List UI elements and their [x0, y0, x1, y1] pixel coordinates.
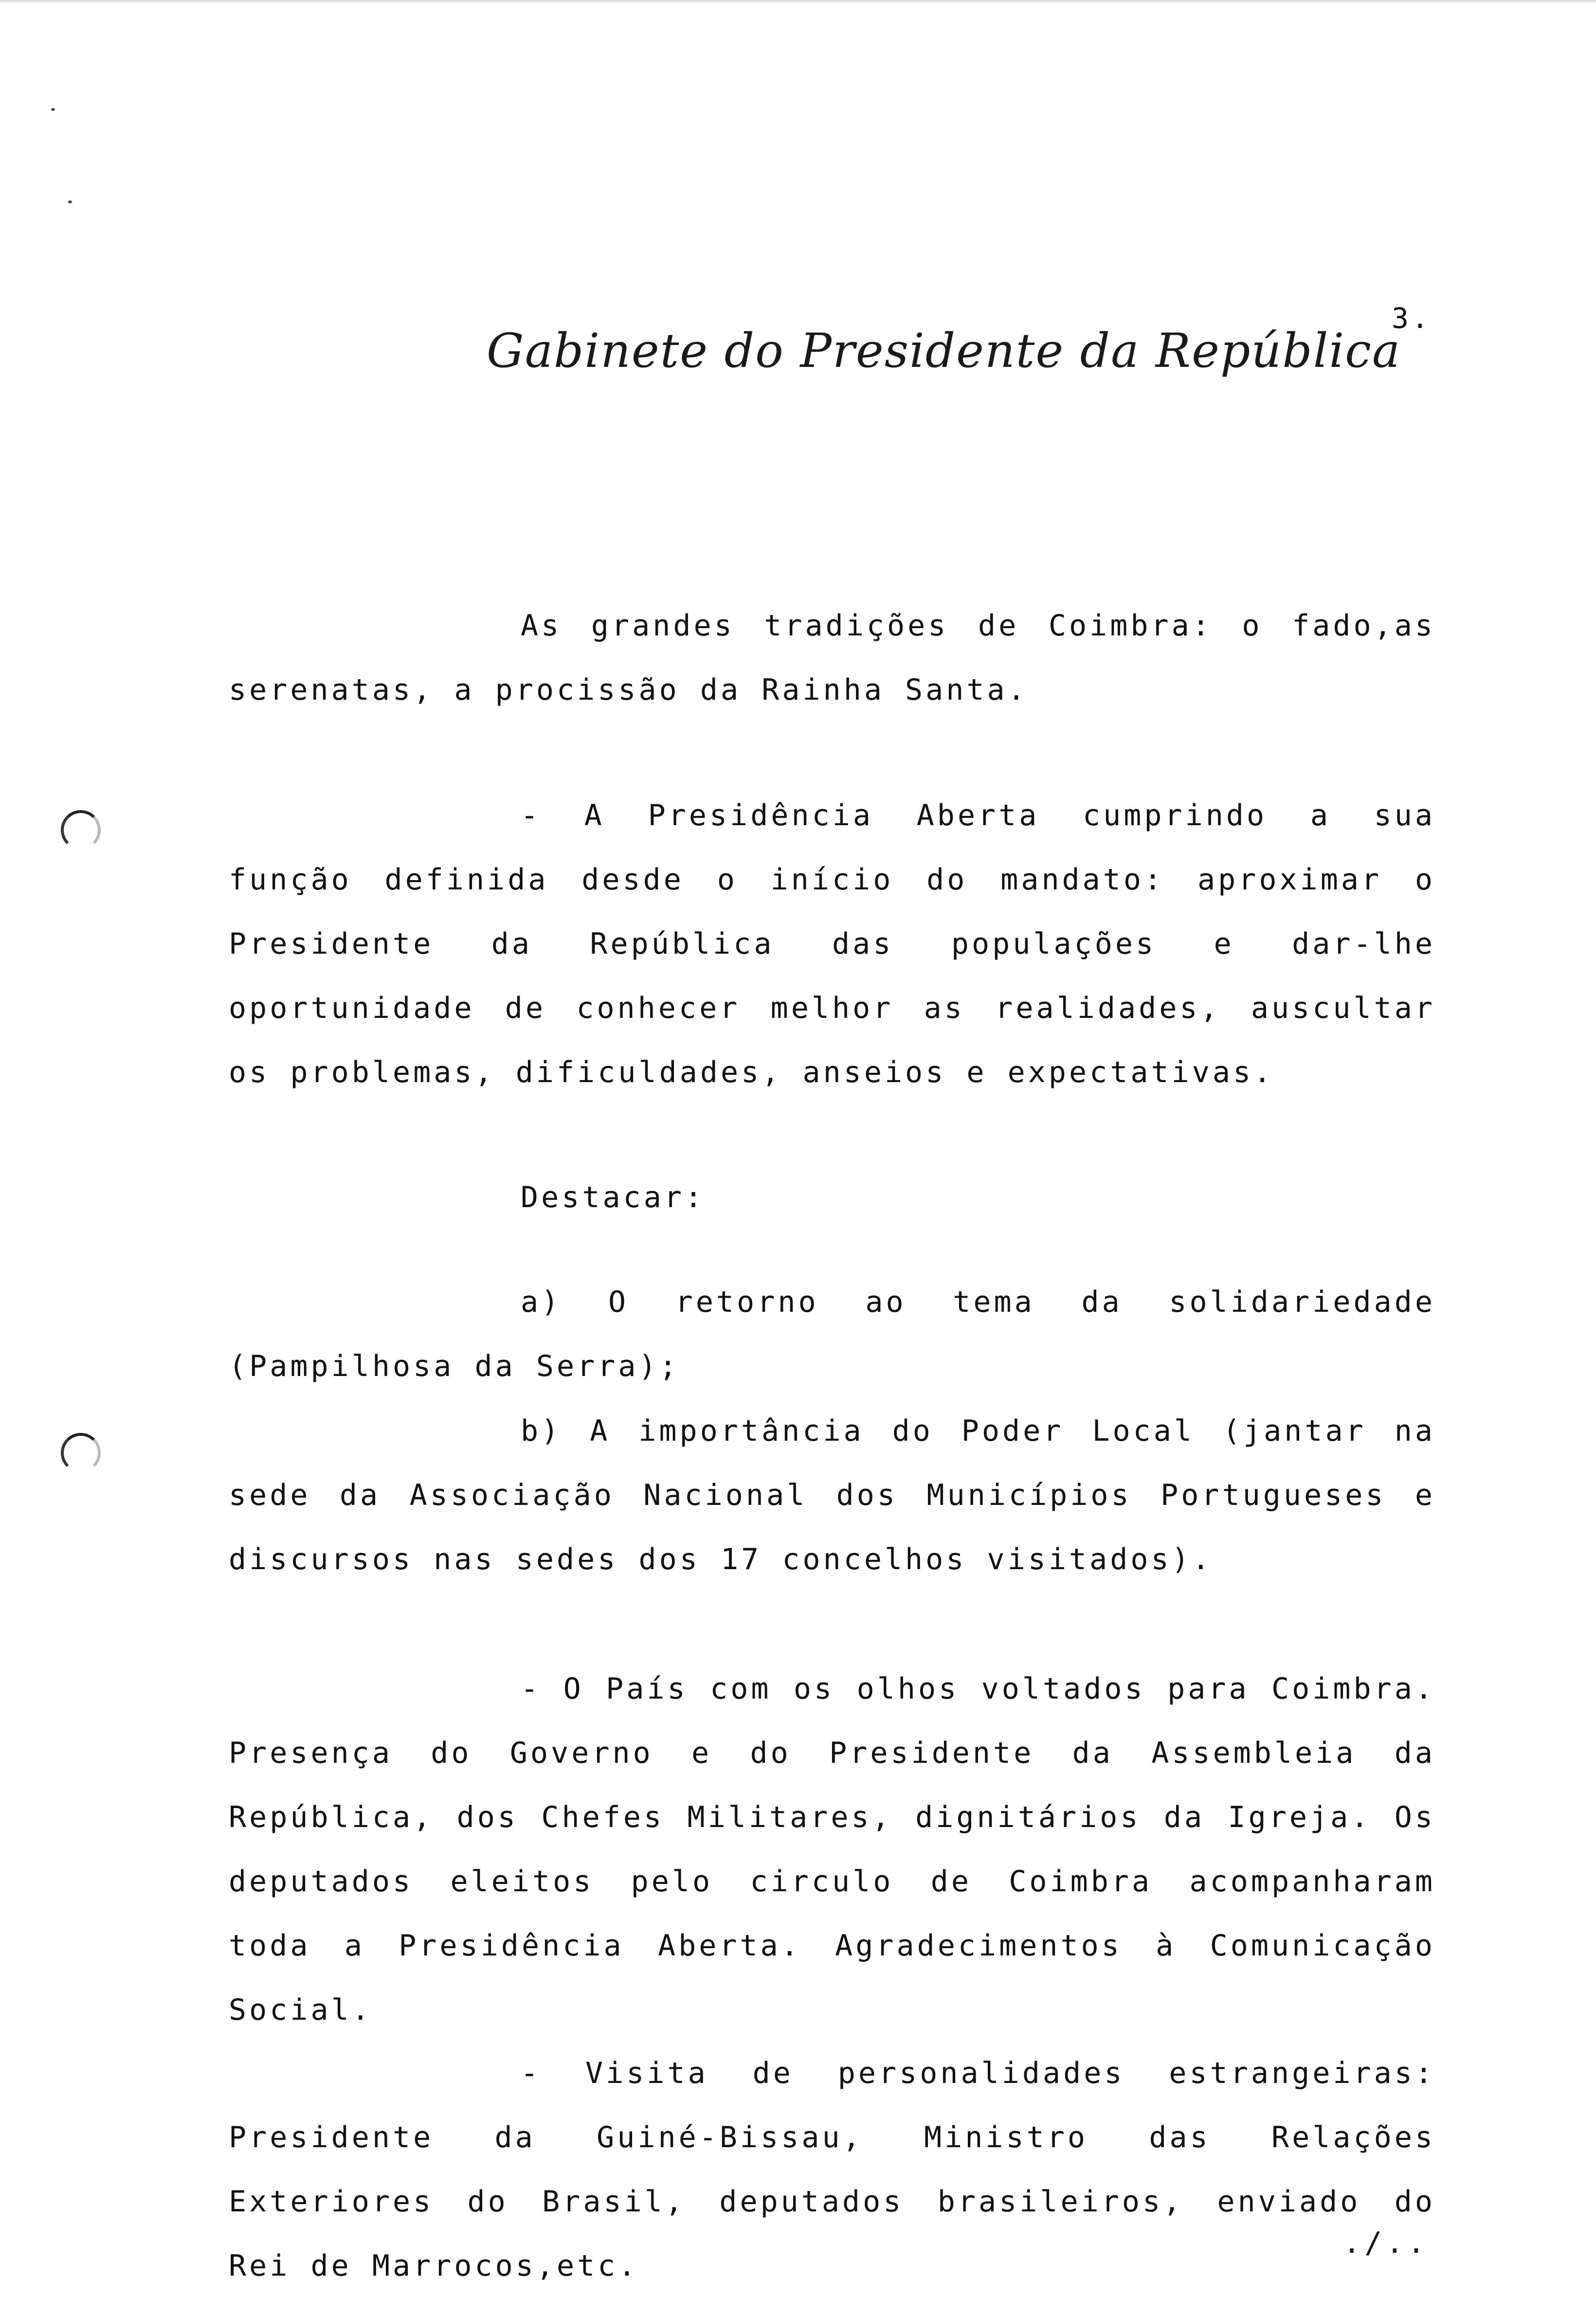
paragraph-foreign-visits: - Visita de personalidades estrangeiras: Presidente da Guiné-Bissau, Ministro das Relações Exteriores do Brasil, deputados brasileiros, enviado do Rei de Marrocos,etc.	[229, 2056, 1435, 2283]
paragraph-country-attention: - O País com os olhos voltados para Coimbra. Presença do Governo e do Presidente da Assembleia da República, dos Chefes Militares, dignitários da Igreja. Os deputados eleitos pelo circulo de Coimbra acompanharam toda a Presidência Aberta. Agradecimentos à Comunicação Social.	[229, 1672, 1435, 2027]
scan-speck	[68, 200, 72, 203]
letterhead: Gabinete do Presidente da República	[487, 324, 1401, 378]
list-item-local-power: b) A importância do Poder Local (jantar na sede da Associação Nacional dos Municípios Portugueses e discursos nas sedes dos 17 concelhos visitados).	[229, 1414, 1435, 1576]
punch-hole-icon	[61, 810, 101, 850]
list-item-solidarity: a) O retorno ao tema da solidariedade (Pampilhosa da Serra);	[229, 1285, 1435, 1383]
punch-hole-icon	[61, 1433, 101, 1473]
paragraph-highlight-heading: Destacar:	[521, 1180, 706, 1214]
continuation-mark: ./..	[1343, 2226, 1429, 2260]
scan-edge	[0, 0, 1596, 4]
page-number: 3.	[1392, 302, 1432, 335]
paragraph-open-presidency: - A Presidência Aberta cumprindo a sua função definida desde o início do mandato: aproximar o Presidente da República das populações e dar-lhe oportunidade de conhecer melhor as realidades, auscultar os problemas, dificuldades, anseios e expectativas.	[229, 798, 1435, 1089]
scan-speck	[51, 108, 55, 111]
paragraph-traditions: As grandes tradições de Coimbra: o fado,as serenatas, a procissão da Rainha Santa.	[229, 609, 1435, 707]
